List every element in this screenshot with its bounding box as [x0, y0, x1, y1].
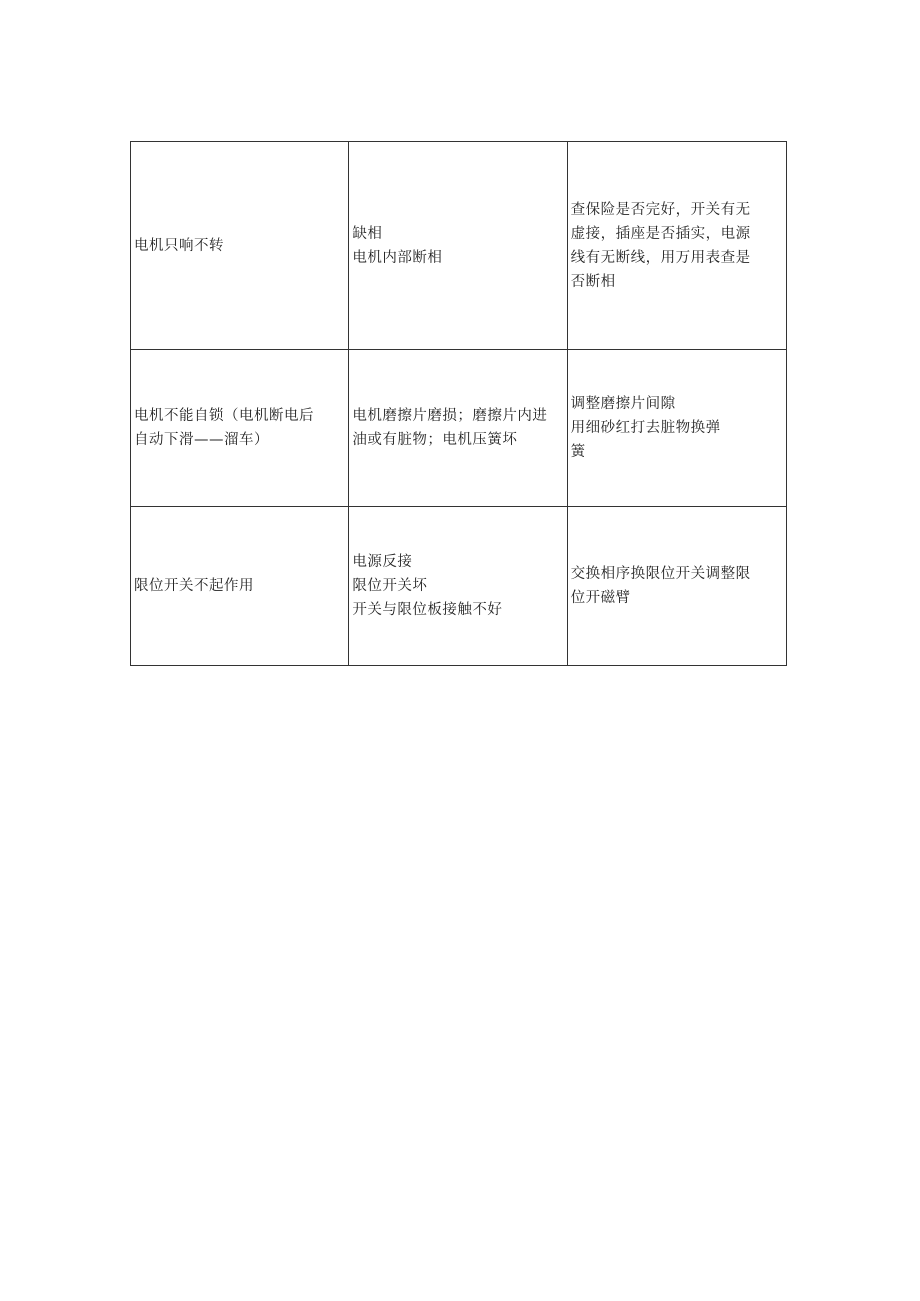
remedy-text: 否断相	[570, 273, 616, 290]
cause-text: 电机磨擦片磨损；磨擦片内进	[352, 408, 548, 424]
cause-text: 限位开关坏	[352, 578, 428, 594]
remedy-text: 簧	[570, 444, 586, 460]
cause-text: 缺相	[352, 225, 383, 242]
cause-text: 开关与限位板接触不好	[352, 602, 503, 618]
remedy-text: 调整磨擦片间隙	[570, 396, 676, 412]
troubleshooting-table	[130, 141, 787, 666]
remedy-cell	[567, 507, 786, 666]
table-row	[131, 142, 787, 350]
fault-text: 限位开关不起作用	[134, 578, 254, 594]
remedy-text: 查保险是否完好，开关有无	[570, 201, 751, 218]
remedy-text: 交换相序换限位开关调整限	[570, 566, 751, 582]
remedy-text: 线有无断线，用万用表查是	[570, 249, 751, 266]
cause-text: 电源反接	[352, 554, 413, 570]
cause-cell	[349, 507, 567, 666]
remedy-text: 虚接，插座是否插实，电源	[570, 225, 751, 242]
fault-cell	[131, 507, 349, 666]
table-row	[131, 507, 787, 666]
cause-text: 油或有脏物；电机压簧坏	[352, 432, 518, 448]
fault-text: 电机不能自锁（电机断电后	[134, 408, 314, 424]
fault-cell	[131, 142, 349, 350]
table-row	[131, 350, 787, 507]
remedy-text: 位开磁臂	[570, 590, 631, 606]
remedy-cell	[567, 350, 786, 507]
remedy-text: 用细砂红打去脏物换弹	[570, 420, 721, 436]
fault-text: 自动下滑——溜车）	[134, 432, 269, 448]
cause-cell	[349, 142, 567, 350]
fault-cell	[131, 350, 349, 507]
cause-text: 电机内部断相	[352, 249, 443, 266]
fault-text: 电机只响不转	[134, 237, 224, 254]
cause-cell	[349, 350, 567, 507]
remedy-cell	[567, 142, 786, 350]
